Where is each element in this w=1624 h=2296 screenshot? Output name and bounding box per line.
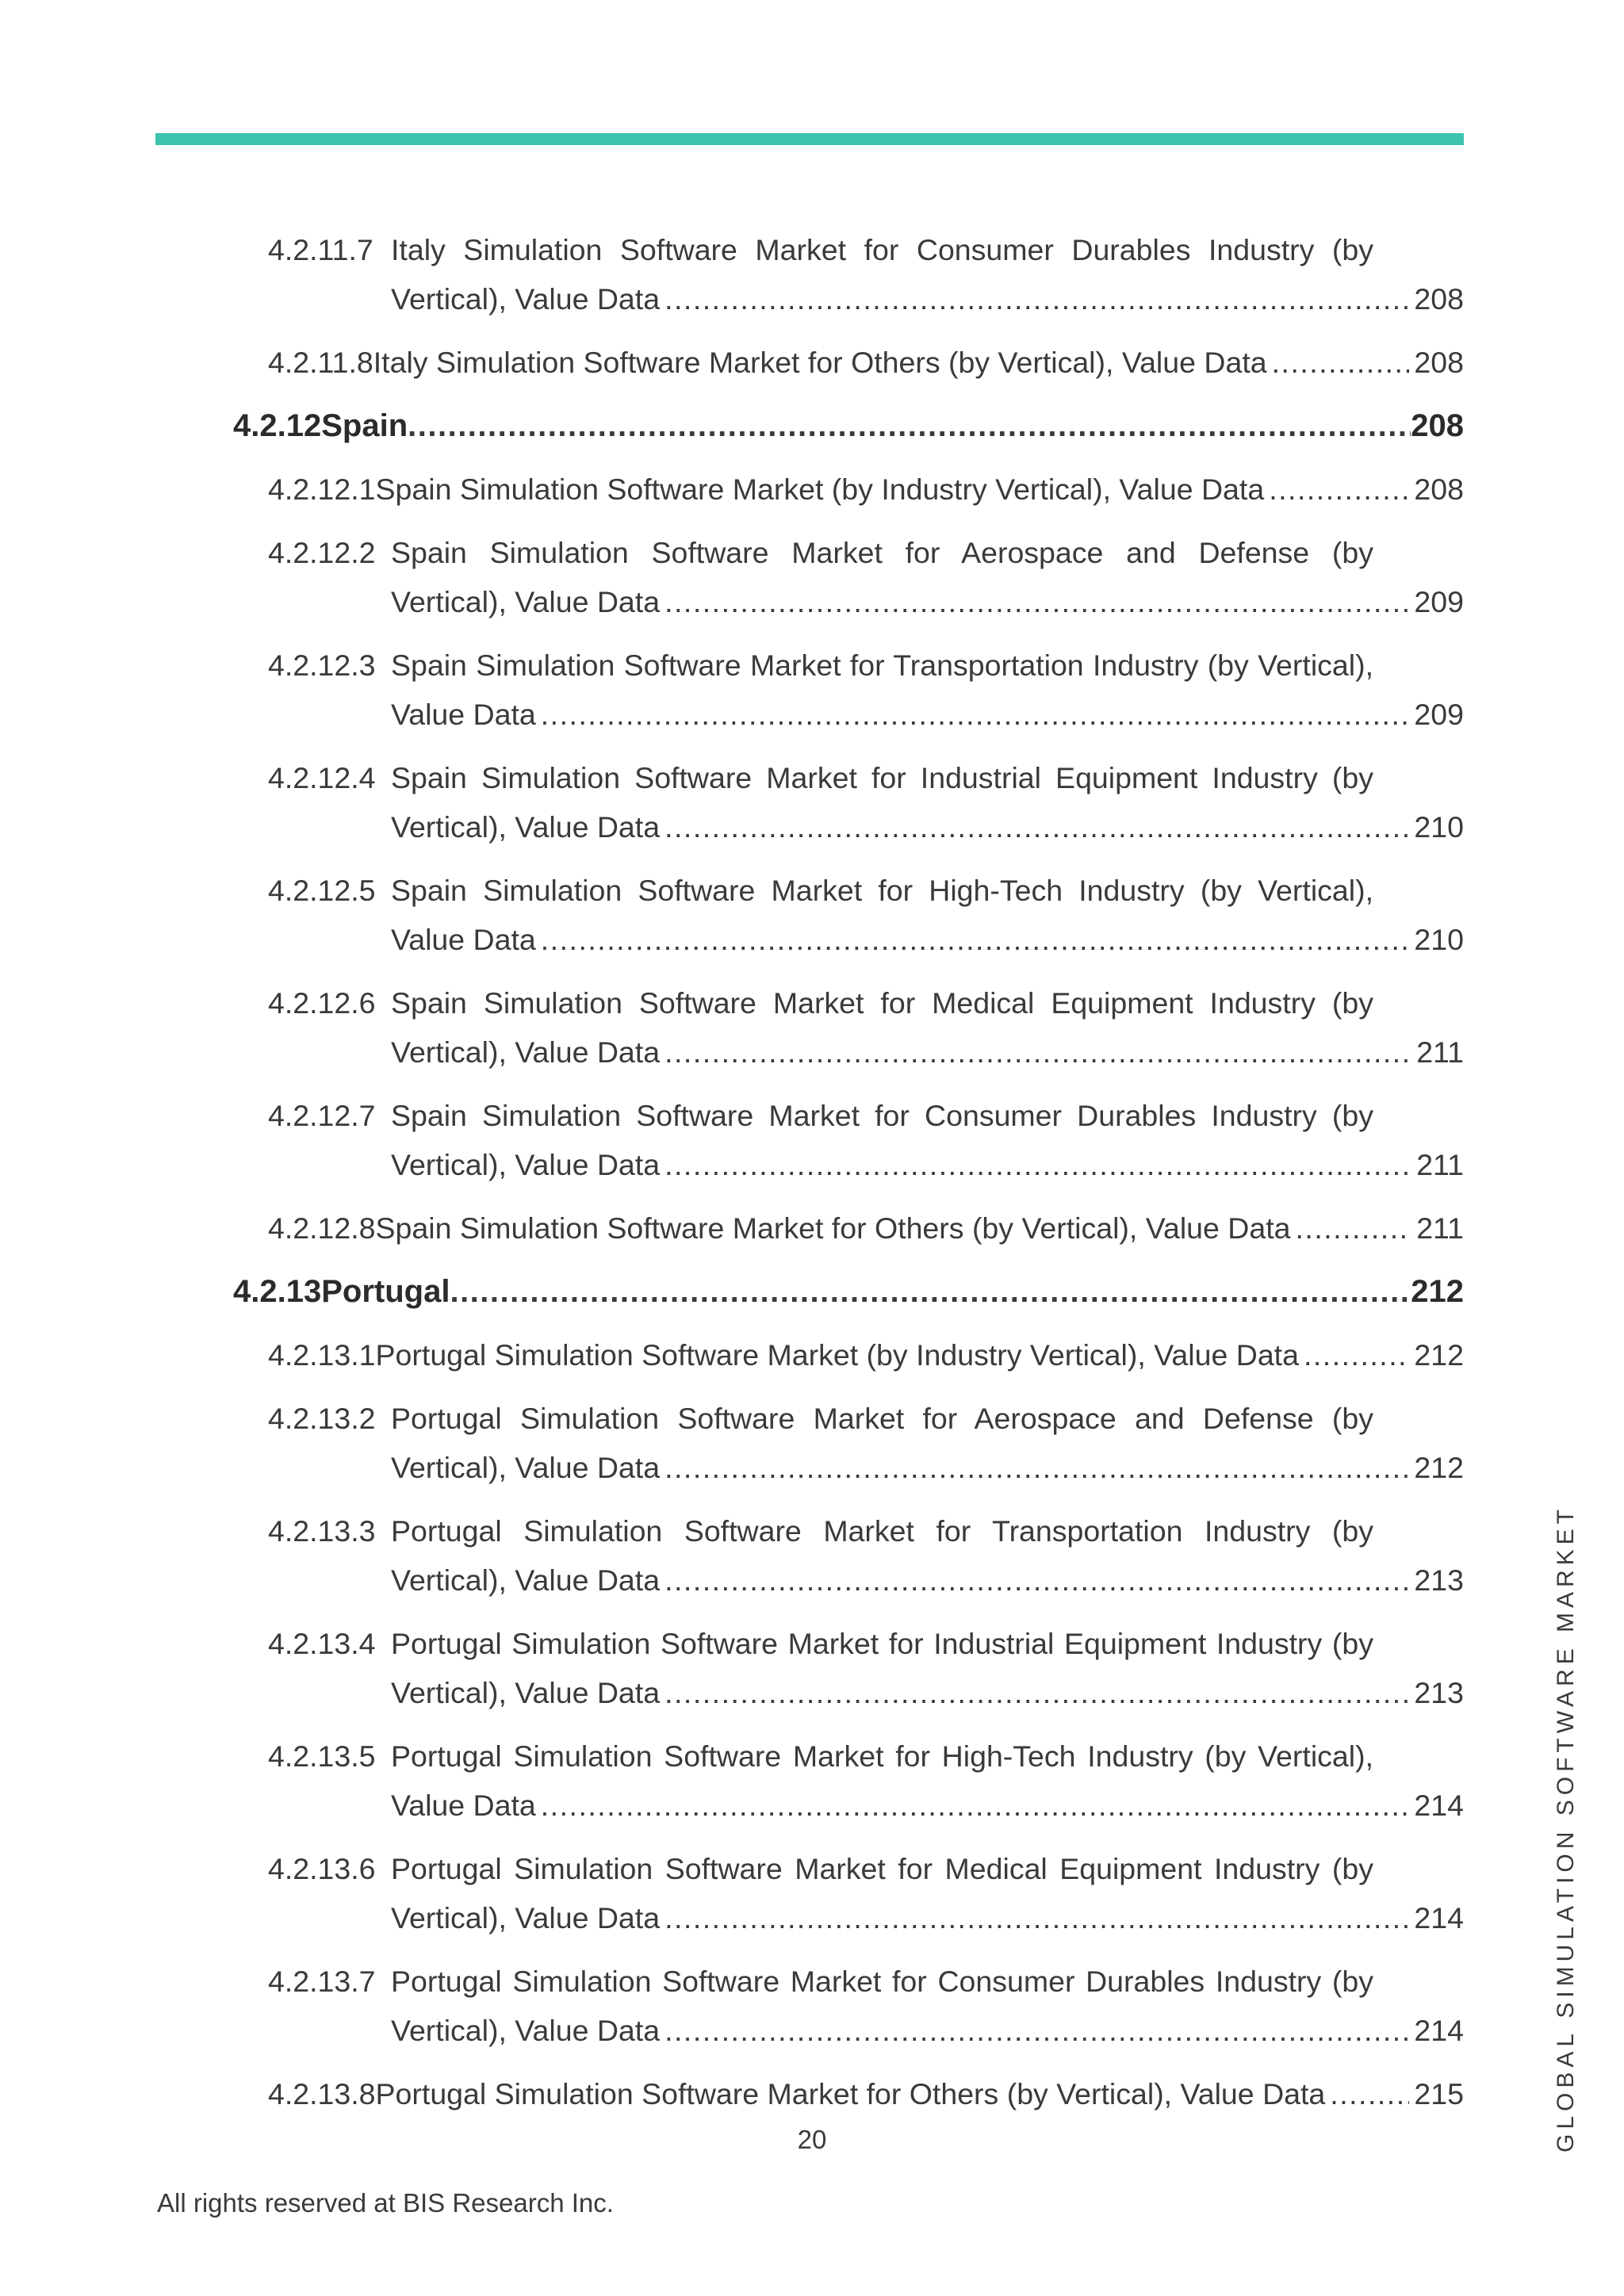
dot-leader xyxy=(1330,2069,1409,2118)
toc-entry-number: 4.2.13.8 xyxy=(268,2077,376,2110)
toc-page-number: 211 xyxy=(1416,1035,1464,1069)
toc-entry-title: Portugal Simulation Software Market for Consumer Durables Industry (by xyxy=(391,1965,1373,1998)
toc-entry-title: Vertical), Value Data xyxy=(391,2014,661,2047)
toc-page-number: 212 xyxy=(1414,1338,1464,1372)
dot-leader xyxy=(665,802,1409,851)
dot-leader xyxy=(1304,1330,1409,1380)
toc-entry-title: Portugal Simulation Software Market for Aerospace and Defense (by xyxy=(391,1402,1373,1435)
side-running-title: GLOBAL SIMULATION SOFTWARE MARKET xyxy=(1553,1505,1579,2152)
toc-entry-number: 4.2.13.2 xyxy=(268,1402,376,1435)
dot-leader xyxy=(665,1668,1409,1717)
toc-entry-number: 4.2.13.3 xyxy=(268,1514,376,1548)
footer-copyright: All rights reserved at BIS Research Inc. xyxy=(157,2188,614,2218)
toc-entry-title: Spain Simulation Software Market for Industrial Equipment Industry (by xyxy=(391,761,1373,794)
toc-entry-number: 4.2.12.4 xyxy=(268,761,376,794)
header-accent-bar xyxy=(155,133,1464,145)
dot-leader xyxy=(1296,1203,1412,1253)
toc-page-number: 213 xyxy=(1414,1563,1464,1597)
toc-entry-title: Portugal Simulation Software Market (by Industry Vertical), Value Data xyxy=(375,1338,1299,1372)
toc-entry-title: Portugal Simulation Software Market for Industrial Equipment Industry (by xyxy=(391,1627,1373,1660)
toc-entry-number: 4.2.13 xyxy=(233,1274,322,1309)
toc-page-number: 214 xyxy=(1414,1789,1464,1822)
dot-leader xyxy=(541,1781,1410,1830)
toc-entry-number: 4.2.12.5 xyxy=(268,874,376,907)
toc-page-number: 214 xyxy=(1414,1901,1464,1934)
toc-page-number: 208 xyxy=(1414,473,1464,506)
toc-entry-title: Vertical), Value Data xyxy=(391,810,661,844)
dot-leader xyxy=(665,1140,1411,1189)
toc-entry-title: Vertical), Value Data xyxy=(391,1676,661,1709)
toc-entry-number: 4.2.11.8 xyxy=(268,346,373,379)
toc-page-number: 211 xyxy=(1416,1211,1464,1245)
toc-entry-title: Vertical), Value Data xyxy=(391,1563,661,1597)
toc-entry-number: 4.2.13.6 xyxy=(268,1852,376,1885)
toc-page-number: 210 xyxy=(1414,923,1464,956)
toc-entry-title: Vertical), Value Data xyxy=(391,1148,661,1181)
toc-entry-title: Spain Simulation Software Market for Aerospace and Defense (by xyxy=(391,536,1373,569)
dot-leader xyxy=(665,1893,1409,1942)
toc-entry-number: 4.2.12.1 xyxy=(268,473,376,506)
toc-page-number: 209 xyxy=(1414,585,1464,618)
toc-page-number: 213 xyxy=(1414,1676,1464,1709)
toc-page-number: 210 xyxy=(1414,810,1464,844)
toc-entry-title: Portugal Simulation Software Market for Transportation Industry (by xyxy=(391,1514,1373,1548)
toc-entry-title: Spain Simulation Software Market (by Industry Vertical), Value Data xyxy=(375,473,1265,506)
toc-entry-title: Value Data xyxy=(391,923,536,956)
toc-entry-title: Value Data xyxy=(391,1789,536,1822)
dot-leader xyxy=(1269,465,1409,514)
toc-entry-title: Italy Simulation Software Market for Others (by Vertical), Value Data xyxy=(373,346,1267,379)
toc-entry-title: Vertical), Value Data xyxy=(391,1451,661,1484)
dot-leader xyxy=(1272,338,1410,387)
dot-leader xyxy=(665,2006,1409,2055)
toc-entry-title: Italy Simulation Software Market for Consumer Durables Industry (by xyxy=(391,233,1373,266)
toc-entry-title: Value Data xyxy=(391,698,536,731)
page-number: 20 xyxy=(797,2125,827,2154)
dot-leader xyxy=(665,577,1409,626)
dot-leader xyxy=(541,915,1410,964)
toc-page-number: 208 xyxy=(1414,282,1464,316)
toc-entry-title: Vertical), Value Data xyxy=(391,282,661,316)
toc-entry-number: 4.2.12.8 xyxy=(268,1211,376,1245)
toc-entry-number: 4.2.13.4 xyxy=(268,1627,376,1660)
toc-entry-title: Spain Simulation Software Market for Consumer Durables Industry (by xyxy=(391,1099,1373,1132)
toc-page-number: 208 xyxy=(1411,408,1464,443)
toc-entry-title: Spain Simulation Software Market for High-Tech Industry (by Vertical), xyxy=(391,874,1373,907)
toc-page-number: 215 xyxy=(1414,2077,1464,2110)
dot-leader xyxy=(665,1556,1409,1605)
toc-entry-title: Vertical), Value Data xyxy=(391,1035,661,1069)
toc-page-number: 214 xyxy=(1414,2014,1464,2047)
toc-page-number: 212 xyxy=(1414,1451,1464,1484)
dot-leader xyxy=(450,1267,1411,1316)
toc-entry-number: 4.2.13.1 xyxy=(268,1338,376,1372)
toc-page-number: 211 xyxy=(1416,1148,1464,1181)
dot-leader xyxy=(665,274,1409,323)
toc-entry-title: Portugal Simulation Software Market for High-Tech Industry (by Vertical), xyxy=(391,1739,1373,1773)
dot-leader xyxy=(665,1443,1409,1492)
toc-entry-number: 4.2.12.3 xyxy=(268,649,376,682)
toc-page-number: 212 xyxy=(1411,1274,1464,1309)
toc-entry-title: Portugal Simulation Software Market for Medical Equipment Industry (by xyxy=(391,1852,1373,1885)
toc-page-number: 209 xyxy=(1414,698,1464,731)
toc-entry-title: Portugal xyxy=(321,1274,450,1309)
dot-leader xyxy=(541,690,1410,739)
toc-entry-title: Vertical), Value Data xyxy=(391,1901,661,1934)
toc-entry-title: Spain Simulation Software Market for Others (by Vertical), Value Data xyxy=(375,1211,1291,1245)
toc-entry-title: Vertical), Value Data xyxy=(391,585,661,618)
dot-leader xyxy=(408,401,1411,450)
toc-entry-number: 4.2.13.7 xyxy=(268,1965,376,1998)
toc-page-number: 208 xyxy=(1414,346,1464,379)
dot-leader xyxy=(665,1027,1411,1077)
toc-entry-number: 4.2.11.7 xyxy=(268,233,373,266)
toc-entry-title: Spain xyxy=(321,408,408,443)
toc-entry-number: 4.2.13.5 xyxy=(268,1739,376,1773)
toc-entry-number: 4.2.12.7 xyxy=(268,1099,376,1132)
toc-entry-title: Spain Simulation Software Market for Transportation Industry (by Vertical), xyxy=(391,649,1373,682)
toc-entry-number: 4.2.12 xyxy=(233,408,322,443)
toc-entry-title: Spain Simulation Software Market for Medical Equipment Industry (by xyxy=(391,986,1373,1020)
toc-entry-number: 4.2.12.2 xyxy=(268,536,376,569)
toc-entry-number: 4.2.12.6 xyxy=(268,986,376,1020)
toc-entry-title: Portugal Simulation Software Market for Others (by Vertical), Value Data xyxy=(375,2077,1326,2110)
